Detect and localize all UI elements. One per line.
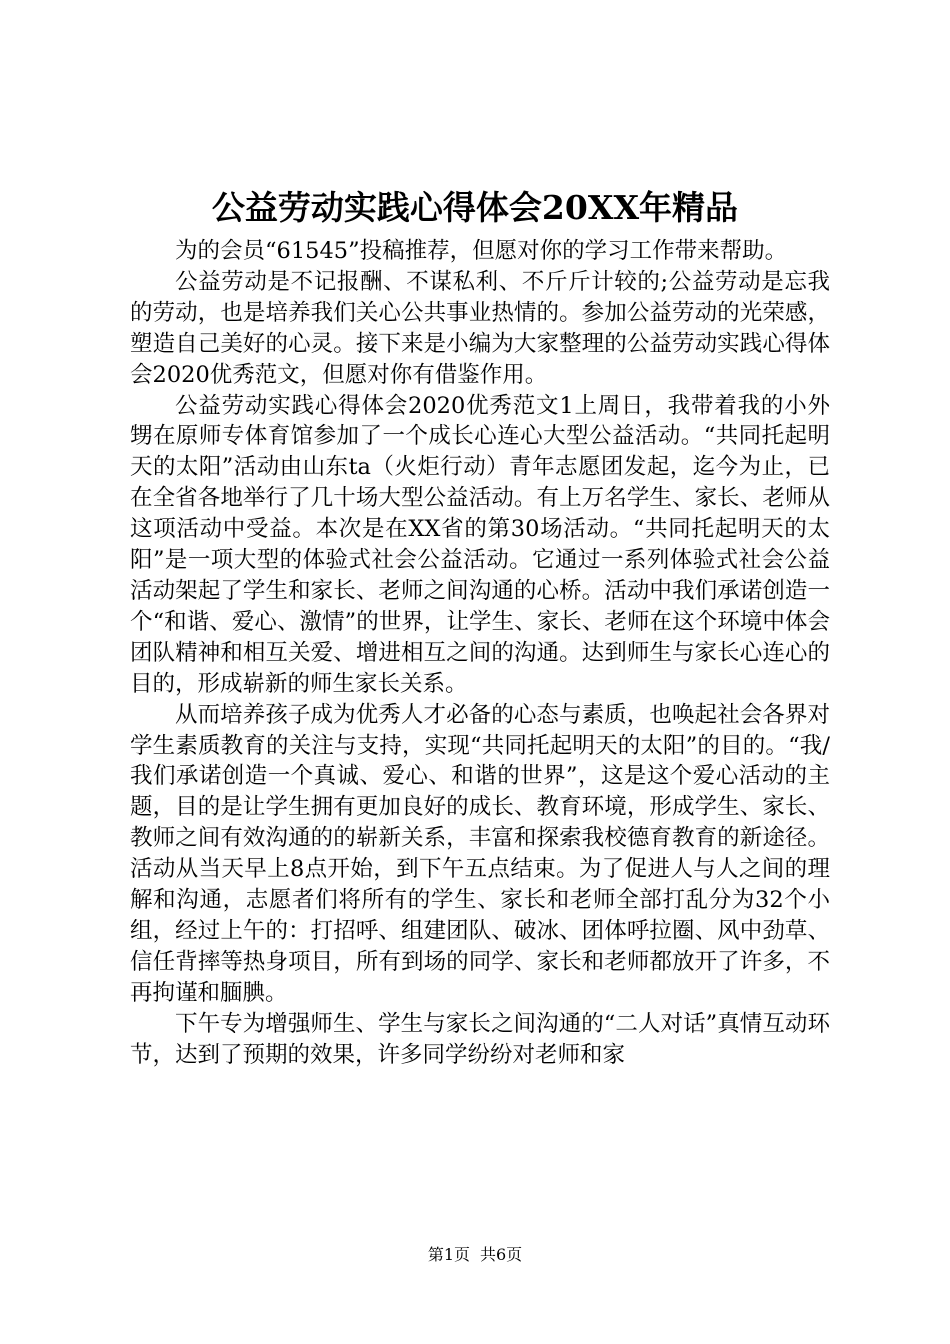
document-title: 公益劳动实践心得体会20XX年精品 (211, 188, 739, 227)
paragraph: 公益劳动是不记报酬、不谋私利、不斤斤计较的;公益劳动是忘我的劳动，也是培养我们关心公共事业热情的。参加公益劳动的光荣感，塑造自己美好的心灵。接下来是小编为大家整理的公益劳动实践心得体会2020优秀范文，但愿对你有借鉴作用。 (130, 268, 830, 388)
page-number: 第1页 (427, 1245, 470, 1264)
paragraph: 公益劳动实践心得体会2020优秀范文1上周日，我带着我的小外甥在原师专体育馆参加了一个成长心连心大型公益活动。“共同托起明天的太阳”活动由山东ta（火炬行动）青年志愿团发起，迄今为止，已在全省各地举行了几十场大型公益活动。有上万名学生、家长、老师从这项活动中受益。本次是在XX省的第30场活动。“共同托起明天的太阳”是一项大型的体验式社会公益活动。它通过一系列体验式社会公益活动架起了学生和家长、老师之间沟通的心桥。活动中我们承诺创造一个“和谐、爱心、激情”的世界，让学生、家长、老师在这个环境中体会团队精神和相互关爱、增进相互之间的沟通。达到师生与家长心连心的目的，形成崭新的师生家长关系。 (130, 392, 830, 697)
paragraph: 下午专为增强师生、学生与家长之间沟通的“二人对话”真情互动环节，达到了预期的效果，许多同学纷纷对老师和家 (130, 1010, 830, 1068)
paragraph: 为的会员“61545”投稿推荐，但愿对你的学习工作带来帮助。 (175, 238, 788, 264)
page-footer (0, 1244, 950, 1266)
page-total: 共6页 (480, 1245, 523, 1264)
paragraph: 从而培养孩子成为优秀人才必备的心态与素质，也唤起社会各界对学生素质教育的关注与支持，实现“共同托起明天的太阳”的目的。“我/我们承诺创造一个真诚、爱心、和谐的世界”，这是这个爱心活动的主题，目的是让学生拥有更加良好的成长、教育环境，形成学生、家长、教师之间有效沟通的的崭新关系，丰富和探索我校德育教育的新途径。活动从当天早上8点开始，到下午五点结束。为了促进人与人之间的理解和沟通，志愿者们将所有的学生、家长和老师全部打乱分为32个小组，经过上午的：打招呼、组建团队、破冰、团体呼拉圈、风中劲草、信任背摔等热身项目，所有到场的同学、家长和老师都放开了许多，不再拘谨和腼腆。 (130, 701, 830, 1006)
document-body (130, 236, 830, 1070)
